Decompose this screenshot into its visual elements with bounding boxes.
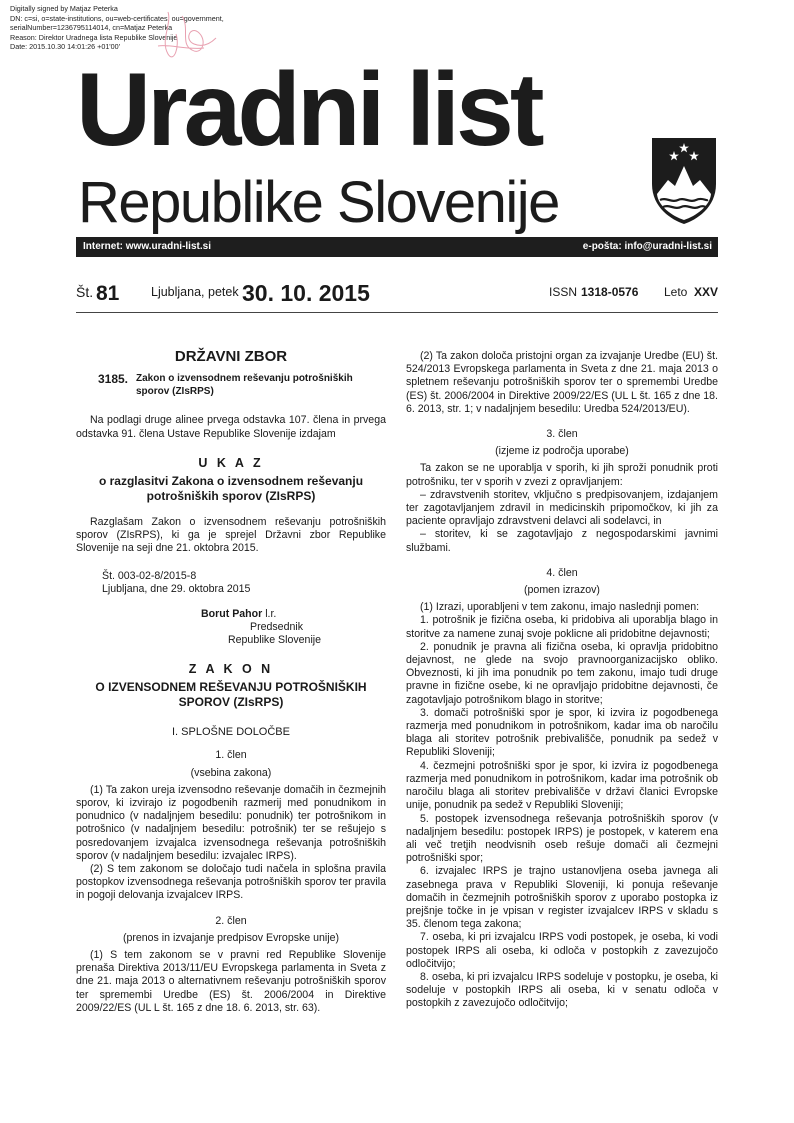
volume-label: Leto: [664, 285, 688, 299]
article-3-dash-2: – storitev, ki se zagotavljajo z negospodarskimi javnimi službami.: [406, 528, 718, 554]
signer-first-name: Borut: [201, 608, 230, 621]
masthead-subtitle: Republike Slovenije: [78, 170, 559, 235]
left-column: [76, 350, 386, 1015]
article-2-paragraph-1: (1) S tem zakonom se v pravni red Republike Slovenije prenaša Direktiva 2013/11/EU Evropskega parlamenta in Sveta z dne 21. maja 2013 o alternativnem reševanju potrošniških sporov ter spremembi Uredbe (ES) št. 2006/2004 in Direktive 2009/22/ES (UL L št. 165 z dne 18. 6. 2013, str. 63).: [76, 949, 386, 1014]
signer-role: Predsednik: [250, 621, 303, 634]
signature-line: serialNumber=1236795114014, cn=Matjaz Peterka: [10, 23, 173, 33]
signer-suffix: l.r.: [265, 608, 277, 621]
article-4-heading: 4. člen: [546, 566, 578, 579]
article-4-subtitle: (pomen izrazov): [524, 584, 600, 597]
article-1-heading: 1. člen: [215, 749, 247, 762]
issue-line: [76, 280, 718, 310]
masthead-info-bar: [76, 237, 718, 257]
header-rule: [76, 312, 718, 313]
issue-date: 30. 10. 2015: [242, 280, 370, 306]
signer-org: Republike Slovenije: [228, 634, 322, 647]
article-1-subtitle: (vsebina zakona): [190, 766, 272, 779]
signature-line: Date: 2015.10.30 14:01:26 +01'00': [10, 42, 121, 52]
masthead-title: Uradni list: [76, 52, 541, 168]
issn-number: 1318-0576: [581, 285, 639, 299]
section-heading: DRŽAVNI ZBOR: [174, 348, 288, 365]
signature-line: DN: c=si, o=state-institutions, ou=web-certificates, ou=government,: [10, 13, 224, 23]
chapter-heading: I. SPLOŠNE DOLOČBE: [172, 726, 290, 739]
act-number: 3185.: [97, 372, 128, 387]
law-heading: Z A K O N: [188, 662, 274, 677]
definition-item: 3. domači potrošniški spor je spor, ki izvira iz pogodbenega razmerja med ponudnikom in potrošnikom, kadar ima ob naročilu blaga ali storitev potrošnik prebivališče, ponudnik pa sedež v Republiki Sloveniji;: [406, 706, 718, 759]
issue-number-label: Št.: [76, 284, 94, 300]
definition-item: 1. potrošnik je fizična oseba, ki pridobiva ali uporablja blago in storitve za namene zunaj svoje poklicne ali pridobitne dejavnosti;: [406, 614, 718, 640]
signer-name: [76, 608, 386, 621]
definition-item: 5. postopek izvensodnega reševanja potrošniških sporov (v nadaljnjem besedilu: postopek IRPS) je postopek, v katerem ena ali več tretjih neodvisnih oseb rešuje domači ali čezmejni potrošniški spor;: [406, 812, 718, 865]
act-title: Zakon o izvensodnem reševanju potrošniških sporov (ZIsRPS): [136, 373, 353, 397]
decree-heading: U K A Z: [198, 455, 264, 470]
right-column: [406, 350, 718, 1011]
signature-line: Reason: Direktor Uradnega lista Republike Slovenije: [10, 32, 178, 42]
issue-place-day: Ljubljana, petek: [151, 285, 239, 299]
decree-title: o razglasitvi Zakona o izvensodnem reševanju potrošniških sporov (ZIsRPS): [98, 474, 364, 503]
volume-number: XXV: [694, 285, 719, 299]
decree-text: Razglašam Zakon o izvensodnem reševanju potrošniških sporov (ZIsRPS), ki ga je sprejel Državni zbor Republike Slovenije na seji dne 21. oktobra 2015.: [76, 516, 386, 555]
email-link[interactable]: e-pošta: info@uradni-list.si: [582, 241, 712, 252]
issue-number: 81: [96, 282, 120, 305]
reference-date: Ljubljana, dne 29. oktobra 2015: [102, 582, 251, 595]
definition-item: 4. čezmejni potrošniški spor je spor, ki izvira iz pogodbenega razmerja med ponudnikom in potrošnikom, kadar ima potrošnik ob naročilu blaga ali storitev prebivališče v državi članici Evropske unije, ponudnik pa sedež v Republiki Sloveniji;: [406, 759, 718, 812]
issn-label: ISSN: [549, 285, 578, 299]
article-3-subtitle: (izjeme iz področja uporabe): [495, 445, 629, 458]
slovenian-coat-of-arms-icon: [650, 136, 718, 226]
article-2-paragraph-2: (2) Ta zakon določa pristojni organ za izvajanje Uredbe (EU) št. 524/2013 Evropskega parlamenta in Sveta z dne 21. maja 2013 o spletnem reševanju potrošniških sporov ter o spremembi Uredbe (ES) št. 2006/2004 in Direktive 2009/22/ES (UL L št. 165 z dne 18. 6. 2013, str. 1; v nadaljnjem besedilu: Uredba 524/2013/EU).: [406, 350, 718, 415]
signer-last-name: Pahor: [232, 608, 263, 621]
act-entry: [76, 373, 386, 398]
definition-item: 2. ponudnik je pravna ali fizična oseba, ki opravlja pridobitno dejavnost, ne glede na svojo pravnoorganizacijsko obliko. Obveznosti, ki jih ima ponudnik po tem zakonu, imajo tudi druge pravne in fizične osebe, ki ne opravljajo pridobitne dejavnosti, če zagotavljajo potrošnikom blago in storitve;: [406, 640, 718, 706]
definition-item: 6. izvajalec IRPS je trajno ustanovljena oseba javnega ali zasebnega prava v Republiki Sloveniji, ki ponuja reševanje domačih in čezmejnih potrošniških sporov z uporabo postopka iz prejšnje točke in je vpisan v register izvajalcev IRPS v skladu s 35. členom tega zakona;: [406, 865, 718, 931]
article-3-dash-1: – zdravstvenih storitev, vključno s predpisovanjem, izdajanjem ter zagotavljanjem zdravil in medicinskih pripomočkov, ki jih za paciente opravljajo zdravstveni delavci ali sodelavci, in: [406, 488, 718, 528]
preamble-text: Na podlagi druge alinee prvega odstavka 107. člena in prvega odstavka 91. člena Ustave Republike Slovenije izdajam: [76, 414, 386, 440]
article-4-paragraph-1: (1) Izrazi, uporabljeni v tem zakonu, imajo naslednji pomen:: [420, 601, 700, 614]
article-2-subtitle: (prenos in izvajanje predpisov Evropske unije): [122, 931, 340, 944]
signature-line: Digitally signed by Matjaz Peterka: [10, 4, 118, 13]
definition-item: 7. oseba, ki pri izvajalcu IRPS vodi postopek, je oseba, ki vodi postopek IRPS ali oseba, ki odloča v postopkih z zavezujočo odločitvijo;: [406, 931, 718, 970]
law-title: O IZVENSODNEM REŠEVANJU POTROŠNIŠKIH SPOROV (ZIsRPS): [95, 680, 367, 710]
article-2-heading: 2. člen: [215, 914, 247, 927]
article-1-paragraph-1: (1) Ta zakon ureja izvensodno reševanje domačih in čezmejnih sporov, ki izvirajo iz pogodbenih razmerij med ponudnikom in ponudnico (v nadaljnjem besedilu: ponudnik) ter potrošnikom in potrošnico (v nadaljnjem besedilu: potrošnik) ter se rešujejo s posredovanjem izvajalca izvensodnega reševanja potrošniških sporov (v nadaljnjem besedilu: izvajalec IRPS).: [76, 783, 386, 862]
article-3-paragraph: Ta zakon se ne uporablja v sporih, ki jih sproži ponudnik proti potrošniku, ter v sporih v zvezi z opravljanjem:: [406, 462, 718, 488]
website-link[interactable]: Internet: www.uradni-list.si: [83, 241, 211, 252]
reference-number: Št. 003-02-8/2015-8: [102, 569, 197, 582]
article-1-paragraph-2: (2) S tem zakonom se določajo tudi načela in splošna pravila postopkov izvensodnega reševanja potrošniških sporov ter pravila in pogoji delovanja izvajalcev IRPS.: [76, 863, 386, 902]
definition-item: 8. oseba, ki pri izvajalcu IRPS sodeluje v postopku, je oseba, ki sodeluje v postopkih IRPS ali oseba, ki v senatu odloča v postopkih z zavezujočo odločitvijo;: [406, 970, 718, 1010]
article-3-heading: 3. člen: [546, 428, 578, 441]
